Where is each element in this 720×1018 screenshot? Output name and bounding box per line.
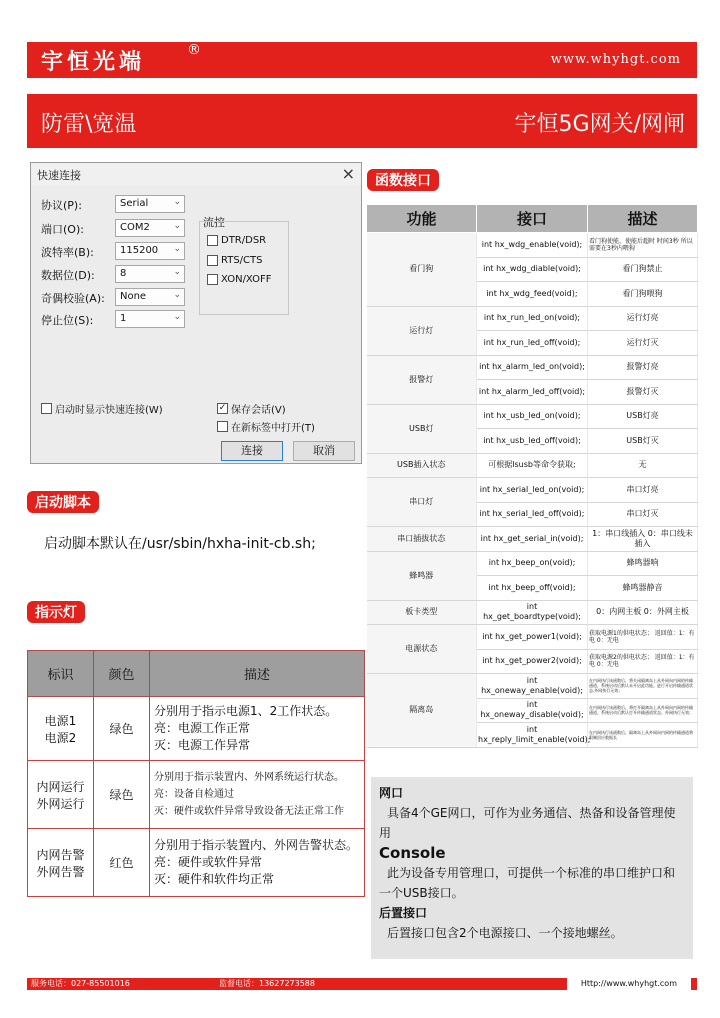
protocol-select[interactable]: Serial ⌄ <box>115 195 185 213</box>
indicator-color: 绿色 <box>94 761 150 829</box>
table-row <box>367 355 698 380</box>
registered-mark: ® <box>187 42 201 58</box>
indicator-id: 电源1 电源2 <box>28 697 94 761</box>
show-on-start-checkbox[interactable]: 启动时显示快速连接(W) <box>41 401 163 416</box>
table-cell: 串口插拔状态 <box>367 527 477 552</box>
indicator-desc: 分别用于指示装置内、外网系统运行状态。 亮：设备自检通过 灭：硬件或软件异常导致设备无法正常工作 <box>150 761 365 829</box>
table-row <box>28 761 365 829</box>
table-cell: USB灯 <box>367 404 477 453</box>
col-header-desc: 描述 <box>588 205 698 233</box>
col-header-color: 颜色 <box>94 651 150 697</box>
footer-bar <box>27 978 697 990</box>
table-cell: int hx_reply_limit_enable(void); <box>477 723 588 748</box>
save-session-checkbox[interactable]: ✓ 保存会话(V) <box>218 403 286 416</box>
table-cell: 在内网执行该函数后，将关闭隔离岛上从外网向内网的传输通道，系统启动后默认未开启此功能。进行开启传输通道状态,外网执行无效； <box>588 674 698 699</box>
table-cell: 获取电源1的供电状态； 返回值：1：有电 0：无电 <box>588 625 698 650</box>
table-row <box>367 404 698 429</box>
service-phone: 服务电话：027-85501016 <box>31 979 130 988</box>
net-port-title: 网口 <box>379 786 404 800</box>
table-cell: int hx_oneway_disable(void); <box>477 698 588 723</box>
table-cell: int hx_get_boardtype(void); <box>477 600 588 625</box>
table-cell: 运行灯亮 <box>588 306 698 331</box>
table-cell: 无 <box>588 453 698 478</box>
table-cell: 看门狗使能，使能后超时 时间3秒 所以需要在3秒内喂狗 <box>588 233 698 258</box>
table-cell: int hx_run_led_off(void); <box>477 331 588 356</box>
stopbits-select[interactable]: 1 ⌄ <box>115 310 185 328</box>
table-cell: 看门狗喂狗 <box>588 282 698 307</box>
table-cell: 0：内网主板 0：外网主板 <box>588 600 698 625</box>
xon-xoff-checkbox[interactable]: XON/XOFF <box>207 274 272 285</box>
table-cell: int hx_serial_led_on(void); <box>477 478 588 503</box>
table-cell: 报警灯亮 <box>588 355 698 380</box>
table-cell: USB灯亮 <box>588 404 698 429</box>
table-row <box>367 233 698 258</box>
supervise-phone: 监督电话：13627273588 <box>219 979 315 988</box>
table-cell: 报警灯灭 <box>588 380 698 405</box>
quick-connect-dialog <box>30 162 362 464</box>
table-row <box>367 600 698 625</box>
indicator-color: 绿色 <box>94 697 150 761</box>
startup-section-header: 启动脚本 <box>27 491 99 513</box>
title-right: 宇恒5G网关/网闸 <box>514 112 685 137</box>
dialog-title: 快速连接 <box>37 169 81 182</box>
table-cell: USB插入状态 <box>367 453 477 478</box>
databits-select[interactable]: 8 ⌄ <box>115 265 185 283</box>
console-title: Console <box>379 844 446 862</box>
indicator-table <box>27 650 365 897</box>
table-cell: 获取电源2的供电状态； 返回值：1：有电 0：无电 <box>588 649 698 674</box>
dtr-dsr-checkbox[interactable]: DTR/DSR <box>207 235 266 246</box>
col-header-feature: 功能 <box>367 205 477 233</box>
chevron-down-icon: ⌄ <box>173 312 181 322</box>
table-cell: 蜂鸣器响 <box>588 551 698 576</box>
table-cell: USB灯灭 <box>588 429 698 454</box>
table-cell: int hx_alarm_led_off(void); <box>477 380 588 405</box>
col-header-desc: 描述 <box>150 651 365 697</box>
indicator-id: 内网运行 外网运行 <box>28 761 94 829</box>
table-cell: 可根据lsusb等命令获取; <box>477 453 588 478</box>
table-cell: int hx_usb_led_off(void); <box>477 429 588 454</box>
chevron-down-icon: ⌄ <box>173 244 181 254</box>
table-cell: int hx_usb_led_on(void); <box>477 404 588 429</box>
table-cell: 电源状态 <box>367 625 477 674</box>
close-icon[interactable]: × <box>341 164 355 183</box>
chevron-down-icon: ⌄ <box>173 221 181 231</box>
footer-website[interactable]: Http://www.whyhgt.com <box>567 978 691 990</box>
table-cell: 串口灯亮 <box>588 478 698 503</box>
baud-select[interactable]: 115200 ⌄ <box>115 242 185 260</box>
title-left: 防雷\宽温 <box>41 112 137 137</box>
table-cell: 在内网执行该函数后，隔离岛上从外网向内网的传输通道将限制回应数据长 <box>588 723 698 748</box>
parity-label: 奇偶校验(A): <box>41 292 105 305</box>
databits-label: 数据位(D): <box>41 269 95 282</box>
table-row <box>367 453 698 478</box>
col-header-id: 标识 <box>28 651 94 697</box>
stopbits-label: 停止位(S): <box>41 314 94 327</box>
table-cell: int hx_alarm_led_on(void); <box>477 355 588 380</box>
indicator-desc: 分别用于指示装置内、外网告警状态。 亮：硬件或软件异常 灭：硬件和软件均正常 <box>150 829 365 897</box>
indicator-desc: 分别用于指示电源1、2工作状态。 亮：电源工作正常 灭：电源工作异常 <box>150 697 365 761</box>
rear-port-text: 后置接口包含2个电源接口、一个接地螺丝。 <box>387 926 623 940</box>
table-cell: 报警灯 <box>367 355 477 404</box>
table-cell: int hx_wdg_enable(void); <box>477 233 588 258</box>
chevron-down-icon: ⌄ <box>173 267 181 277</box>
table-cell: int hx_wdg_diable(void); <box>477 257 588 282</box>
table-cell: 蜂鸣器静音 <box>588 576 698 601</box>
chevron-down-icon: ⌄ <box>173 197 181 207</box>
startup-script-text: 启动脚本默认在/usr/sbin/hxha-init-cb.sh; <box>44 536 316 552</box>
table-row <box>28 829 365 897</box>
table-cell: int hx_get_power1(void); <box>477 625 588 650</box>
cancel-button[interactable]: 取消 <box>293 441 355 461</box>
header-website[interactable]: www.whyhgt.com <box>550 52 681 67</box>
table-cell: 看门狗禁止 <box>588 257 698 282</box>
function-table <box>366 204 698 748</box>
table-cell: int hx_oneway_enable(void); <box>477 674 588 699</box>
table-cell: 运行灯 <box>367 306 477 355</box>
protocol-label: 协议(P): <box>41 199 82 212</box>
table-cell: int hx_run_led_on(void); <box>477 306 588 331</box>
rts-cts-checkbox[interactable]: RTS/CTS <box>207 255 262 266</box>
indicator-id: 内网告警 外网告警 <box>28 829 94 897</box>
table-row <box>367 625 698 650</box>
table-cell: 在内网执行该函数后，将打开隔离岛上从外网向内网的传输通道，系统启动后默认打开传输通道状态。外网执行无效； <box>588 698 698 723</box>
table-cell: int hx_wdg_feed(void); <box>477 282 588 307</box>
table-cell: 看门狗 <box>367 233 477 307</box>
table-row <box>367 527 698 552</box>
port-select[interactable]: COM2 ⌄ <box>115 219 185 237</box>
table-cell: 运行灯灭 <box>588 331 698 356</box>
top-banner <box>27 42 697 78</box>
functions-section-header: 函数接口 <box>367 169 439 191</box>
table-cell: 串口灯 <box>367 478 477 527</box>
table-row <box>367 674 698 699</box>
table-row <box>367 478 698 503</box>
table-cell: int hx_beep_on(void); <box>477 551 588 576</box>
table-row <box>28 697 365 761</box>
table-row <box>367 306 698 331</box>
table-cell: 板卡类型 <box>367 600 477 625</box>
baud-label: 波特率(B): <box>41 246 94 259</box>
console-text: 此为设备专用管理口，可提供一个标准的串口维护口和一个USB接口。 <box>379 866 676 900</box>
table-cell: 蜂鸣器 <box>367 551 477 600</box>
parity-select[interactable]: None ⌄ <box>115 288 185 306</box>
table-cell: int hx_get_serial_in(void); <box>477 527 588 552</box>
port-label: 端口(O): <box>41 223 84 236</box>
table-cell: int hx_serial_led_off(void); <box>477 502 588 527</box>
connect-button[interactable]: 连接 <box>221 441 283 461</box>
brand-logo-text: 宇恒光端 <box>41 49 146 75</box>
indicator-section-header: 指示灯 <box>27 601 85 623</box>
table-cell: 1：串口线插入 0：串口线未插入 <box>588 527 698 552</box>
col-header-api: 接口 <box>477 205 588 233</box>
table-cell: int hx_beep_off(void); <box>477 576 588 601</box>
flow-control-title: 流控 <box>203 216 225 229</box>
table-row <box>367 551 698 576</box>
chevron-down-icon: ⌄ <box>173 290 181 300</box>
ports-description <box>371 777 693 959</box>
table-cell: 隔离岛 <box>367 674 477 748</box>
rear-port-title: 后置接口 <box>379 906 428 920</box>
table-cell: int hx_get_power2(void); <box>477 649 588 674</box>
indicator-color: 红色 <box>94 829 150 897</box>
dialog-body <box>31 185 361 463</box>
open-in-tab-checkbox[interactable]: 在新标签中打开(T) <box>217 419 315 434</box>
title-banner <box>27 94 697 148</box>
net-port-text: 具备4个GE网口，可作为业务通信、热备和设备管理使用 <box>379 806 676 840</box>
table-cell: 串口灯灭 <box>588 502 698 527</box>
